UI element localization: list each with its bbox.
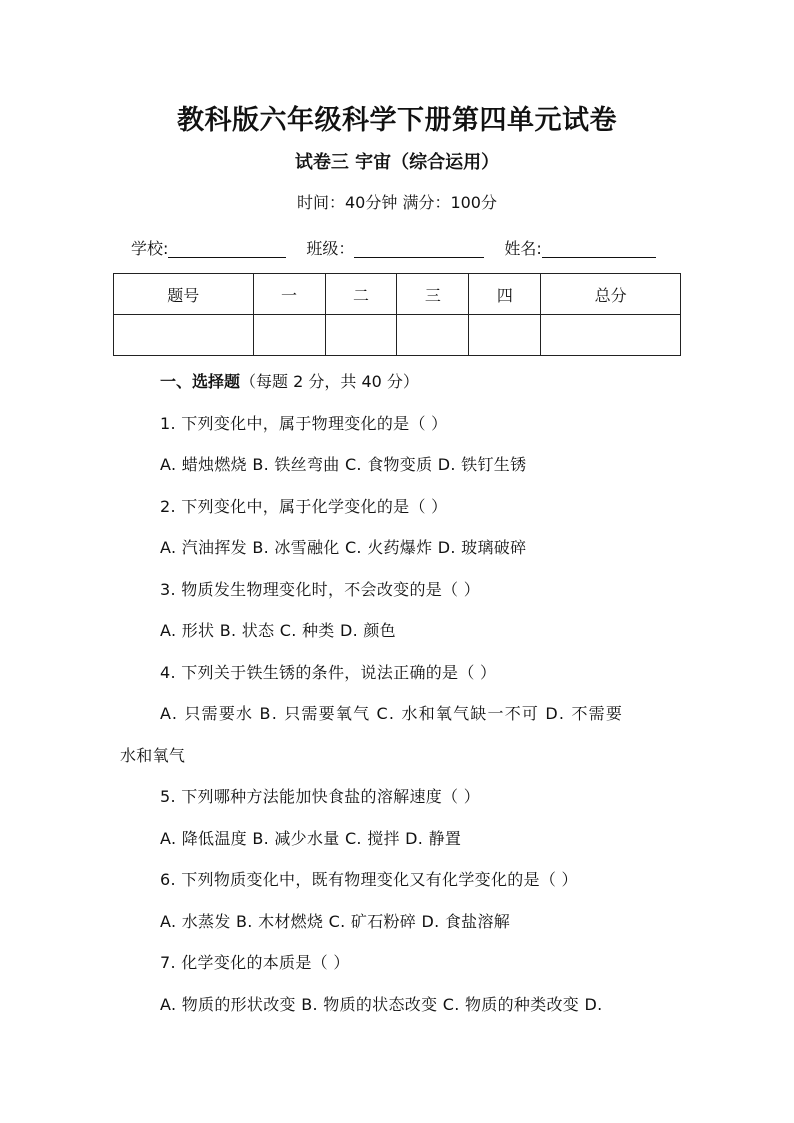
score-value-cell <box>469 315 541 356</box>
school-blank <box>168 239 286 258</box>
option-line: A. 汽油挥发 B. 冰雪融化 C. 火药爆炸 D. 玻璃破碎 <box>160 538 527 557</box>
score-table-value-row <box>114 315 681 356</box>
score-value-cell <box>397 315 469 356</box>
question-line: 3. 物质发生物理变化时，不会改变的是（ ） <box>160 580 481 599</box>
score-header-cell: 总分 <box>541 274 681 315</box>
exam-subtitle: 试卷三 宇宙（综合运用） <box>294 152 500 173</box>
score-header-cell: 三 <box>397 274 469 315</box>
exam-title: 教科版六年级科学下册第四单元试卷 <box>177 105 617 136</box>
class-blank <box>354 239 484 258</box>
question-line: 2. 下列变化中，属于化学变化的是（ ） <box>160 497 448 516</box>
option-line: A. 蜡烛燃烧 B. 铁丝弯曲 C. 食物变质 D. 铁钉生锈 <box>160 455 527 474</box>
score-table <box>113 273 681 356</box>
score-value-cell <box>114 315 254 356</box>
school-label: 学校: <box>131 239 169 258</box>
option-line: A. 水蒸发 B. 木材燃烧 C. 矿石粉碎 D. 食盐溶解 <box>160 912 511 931</box>
option-line: A. 物质的形状改变 B. 物质的状态改变 C. 物质的种类改变 D. <box>160 995 603 1014</box>
score-value-cell <box>253 315 325 356</box>
exam-meta: 时间：40分钟 满分：100分 <box>297 193 497 212</box>
option-line: A. 只需要水 B. 只需要氧气 C. 水和氧气缺一不可 D. 不需要 <box>160 704 624 723</box>
score-value-cell <box>325 315 397 356</box>
section-heading <box>160 369 419 392</box>
question-line: 6. 下列物质变化中，既有物理变化又有化学变化的是（ ） <box>160 870 578 889</box>
question-line: 4. 下列关于铁生锈的条件，说法正确的是（ ） <box>160 663 497 682</box>
option-line: A. 降低温度 B. 减少水量 C. 搅拌 D. 静置 <box>160 829 462 848</box>
name-blank <box>542 239 656 258</box>
score-table-header-row <box>114 274 681 315</box>
score-value-cell <box>541 315 681 356</box>
section-title: 一、选择题 <box>160 372 241 391</box>
section-note: （每题 2 分，共 40 分） <box>240 372 419 391</box>
question-line: 7. 化学变化的本质是（ ） <box>160 953 350 972</box>
name-label: 姓名: <box>504 239 542 258</box>
option-line-continued: 水和氧气 <box>120 746 186 765</box>
class-label: 班级： <box>306 239 355 258</box>
score-header-cell: 四 <box>469 274 541 315</box>
score-header-cell: 一 <box>253 274 325 315</box>
score-header-cell: 二 <box>325 274 397 315</box>
student-info-row <box>131 236 656 259</box>
question-line: 1. 下列变化中，属于物理变化的是（ ） <box>160 414 448 433</box>
question-line: 5. 下列哪种方法能加快食盐的溶解速度（ ） <box>160 787 481 806</box>
option-line: A. 形状 B. 状态 C. 种类 D. 颜色 <box>160 621 396 640</box>
score-header-cell: 题号 <box>114 274 254 315</box>
